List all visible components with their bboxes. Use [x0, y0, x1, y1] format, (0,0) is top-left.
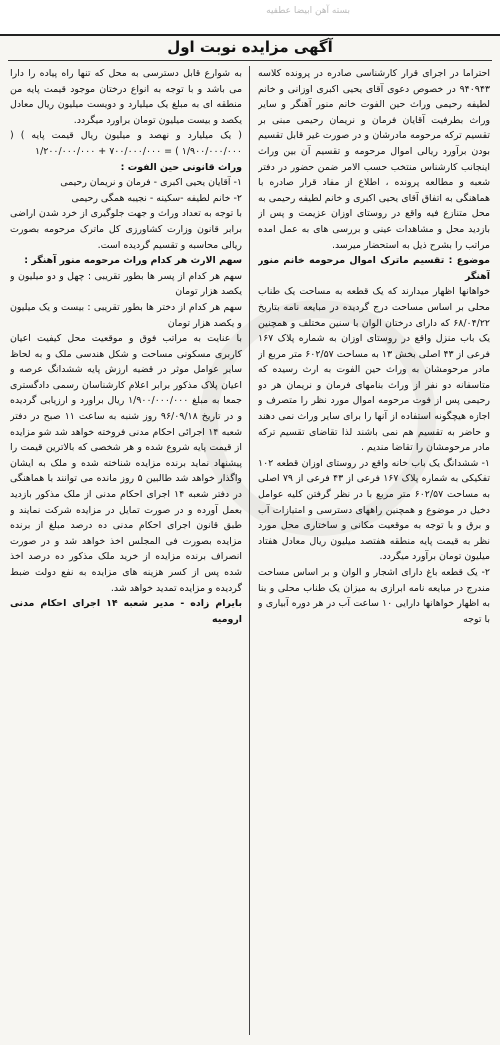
auction-terms: با عنایت به مراتب فوق و موقعیت محل کیفیت اعیان کاربری مسکونی مساحت و شکل هندسی ملک و به لحاظ سایر عوامل موثر در قضیه ارزش پایه ششدانگ عرصه و اعیان پلاک مذکور برابر اعلام کارشناسان رسمی دادگستری جمعا به مبلغ ۱/۹۰۰/۰۰۰/۰۰۰ ریال براورد و ارزیابی گردیده و در تاریخ ۹۶/۰۹/۱۸ روز شنبه به ساعت ۱۱ صبح در دفتر شعبه ۱۴ اجرائی احکام مدنی فروخته خواهد شد شو مزایده از قیمت پایه شروع شده و هر شخصی که بالاترین قیمت را پیشنهاد نماید برنده مزایده شناخته شده و ملک به ایشان واگذار خواهد شد طالبین ۵ روز مانده می توانند با هماهنگی در دفتر شعبه ۱۴ اجرای احکام مدنی از ملک مذکور بازدید بعمل آورده و در صورت تمایل در مزایده شرکت نمایند و طبق قانون اجرای احکام مدنی ده درصد مبلغ از برنده مزایده بصورت فی المجلس اخذ خواهد شد و در صورت انصراف برنده مزایده از خرید ملک مذکور ده درصد اخذ شده پس از کسر هزینه های مزایده به نفع دولت ضبط گردیده و مزایده تمدید خواهد شد.: [10, 333, 242, 594]
column-divider: [249, 66, 250, 1035]
ad-title: آگهی مزایده نوبت اول: [167, 38, 333, 56]
heirs-line-1: ۱- آقایان یحیی اکبری - فرمان و نریمان رحیمی: [60, 177, 242, 189]
share-sons: سهم هر کدام از پسر ها بطور تقریبی : چهل و دو میلیون و یکصد هزار تومان: [10, 270, 242, 298]
division-note: با توجه به تعداد وراث و جهت جلوگیری از خرد شدن اراضی برابر قانون وزارت کشاورزی کل ماترک مرحومه بصورت ریالی محاسبه و تقسیم گردیده است.: [10, 208, 242, 251]
total-base-price: ( یک میلیارد و نهصد و میلیون ریال قیمت پایه ) ( ۱/۹۰۰/۰۰۰/۰۰۰ ) = ۷۰۰/۰۰۰/۰۰۰ + ۱/۲۰۰/۰۰۰/۰۰۰: [10, 130, 242, 157]
subject-line: موضوع : تقسیم ماترک اموال مرحومه خانم منور آهنگر: [258, 255, 490, 282]
plaintiffs-statement: خواهانها اظهار میدارند که یک قطعه به مساحت یک طناب محلی بر اساس مساحت درج گردیده در مبایعه نامه بتاریخ ۶۸/۰۴/۲۲ که دارای درختان الوان با سنین مختلف و همچنین یک باب منزل واقع در روستای اوزان به شماره پلاک ۱۶۷ فرعی از ۴۳ اصلی بخش ۱۳ به مساحت ۶۰۲/۵۷ متر مربع از مادر مرحومشان به وراث حین الفوت به ارث رسیده که متاسفانه دو نفر از وراث بنامهای فرمان و نریمان هر دو رحیمی پس از فوت مرحومه اموال مورد نظر را متصرف و اجازه هیچگونه استفاده از آنها را برای سایر وراث نمی دهند و حاضر به تقسیم هم نمی باشند لذا تقاضای تقسیم ترکه مادر مرحومشان را تقاضا مندیم .: [258, 286, 490, 454]
title-rule: [8, 60, 492, 61]
header-faint-text: بسته آهن ابیضا عطفیه: [266, 6, 350, 16]
signature-line: بایرام زاده - مدیر شعبه ۱۴ اجرای احکام مدنی ارومیه: [10, 598, 242, 625]
header-strip: [0, 0, 500, 36]
garden-valuation: به شوارع قابل دسترسی به محل که تنها راه پیاده را دارا می باشد و با توجه به انواع درختان موجود قیمت پایه من منطقه ای به مبلغ یک میلیارد و دویست میلیون ریال معادل یکصد و بیست میلیون تومان براورد میگردد.: [10, 68, 242, 126]
heirs-line-2: ۲- خانم لطیفه -سکینه - نجیبه همگی رحیمی: [71, 192, 242, 204]
share-daughters: سهم هر کدام از دختر ها بطور تقریبی : بیست و یک میلیون و یکصد هزار تومان: [10, 301, 242, 329]
item-2-garden: ۲- یک قطعه باغ دارای اشجار و الوان و بر اساس مساحت مندرج در مبایعه نامه ابرازی به میزان یک طناب محلی و بنا به اظهار خواهانها دارایی ۱۰ ساعت آب در هر دوره آبیاری و با توجه: [258, 567, 490, 625]
shares-heading: سهم الارث هر کدام وراث مرحومه منور آهنگر :: [24, 255, 242, 267]
heirs-heading: وراث قانونی حین الفوت :: [120, 161, 242, 173]
intro-paragraph: احتراما در اجرای قرار کارشناسی صادره در پرونده کلاسه ۹۴۰۹۴۳ در خصوص دعوی آقای یحیی اکبری اوزانی و خانم لطیفه رحیمی وراث حین الفوت خانم منور آهنگر و سایر وراث بطرفیت آقایان فرمان و نریمان رحیمی مبنی بر تقسیم ترکه مرحومه مادرشان و در صورت غیر قابل تقسیم بودن برآورد ریالی اموال مرحومه و تقسیم آن بین وراث اینجانب کارشناس منتخب حسب الامر ضمن حضور در دفتر شعبه و مطالعه پرونده ، اطلاع از مفاد قرار صادره با هماهنگی به اتفاق آقای یحیی اکبری و خانم لطیفه رحیمی به محل متنازع فیه واقع در روستای اوزان عزیمت و پس از بازدید محل و مشاهدات عینی و بررسی های به عمل امده مراتب را بشرح ذیل به استحضار میرسد.: [258, 68, 490, 251]
left-column: [10, 66, 242, 1037]
right-column: [258, 66, 490, 1037]
item-1-house: ۱- ششدانگ یک باب خانه واقع در روستای اوزان قطعه ۱۰۲ تفکیکی به شماره پلاک ۱۶۷ فرعی از ۴۳ فرعی از ۷۹ اصلی به مساحت ۶۰۲/۵۷ متر مربع با در نظر گرفتن کلیه عوامل دخیل در موضوع و همچنین راههای دسترسی و امتیازات آب و برق و با توجه به موقعیت مکانی و ساختاری محل مورد نظر به قیمت پایه منطقه هفتصد میلیون ریال معادل هفتاد میلیون تومان برآورد میگردد.: [258, 457, 490, 563]
